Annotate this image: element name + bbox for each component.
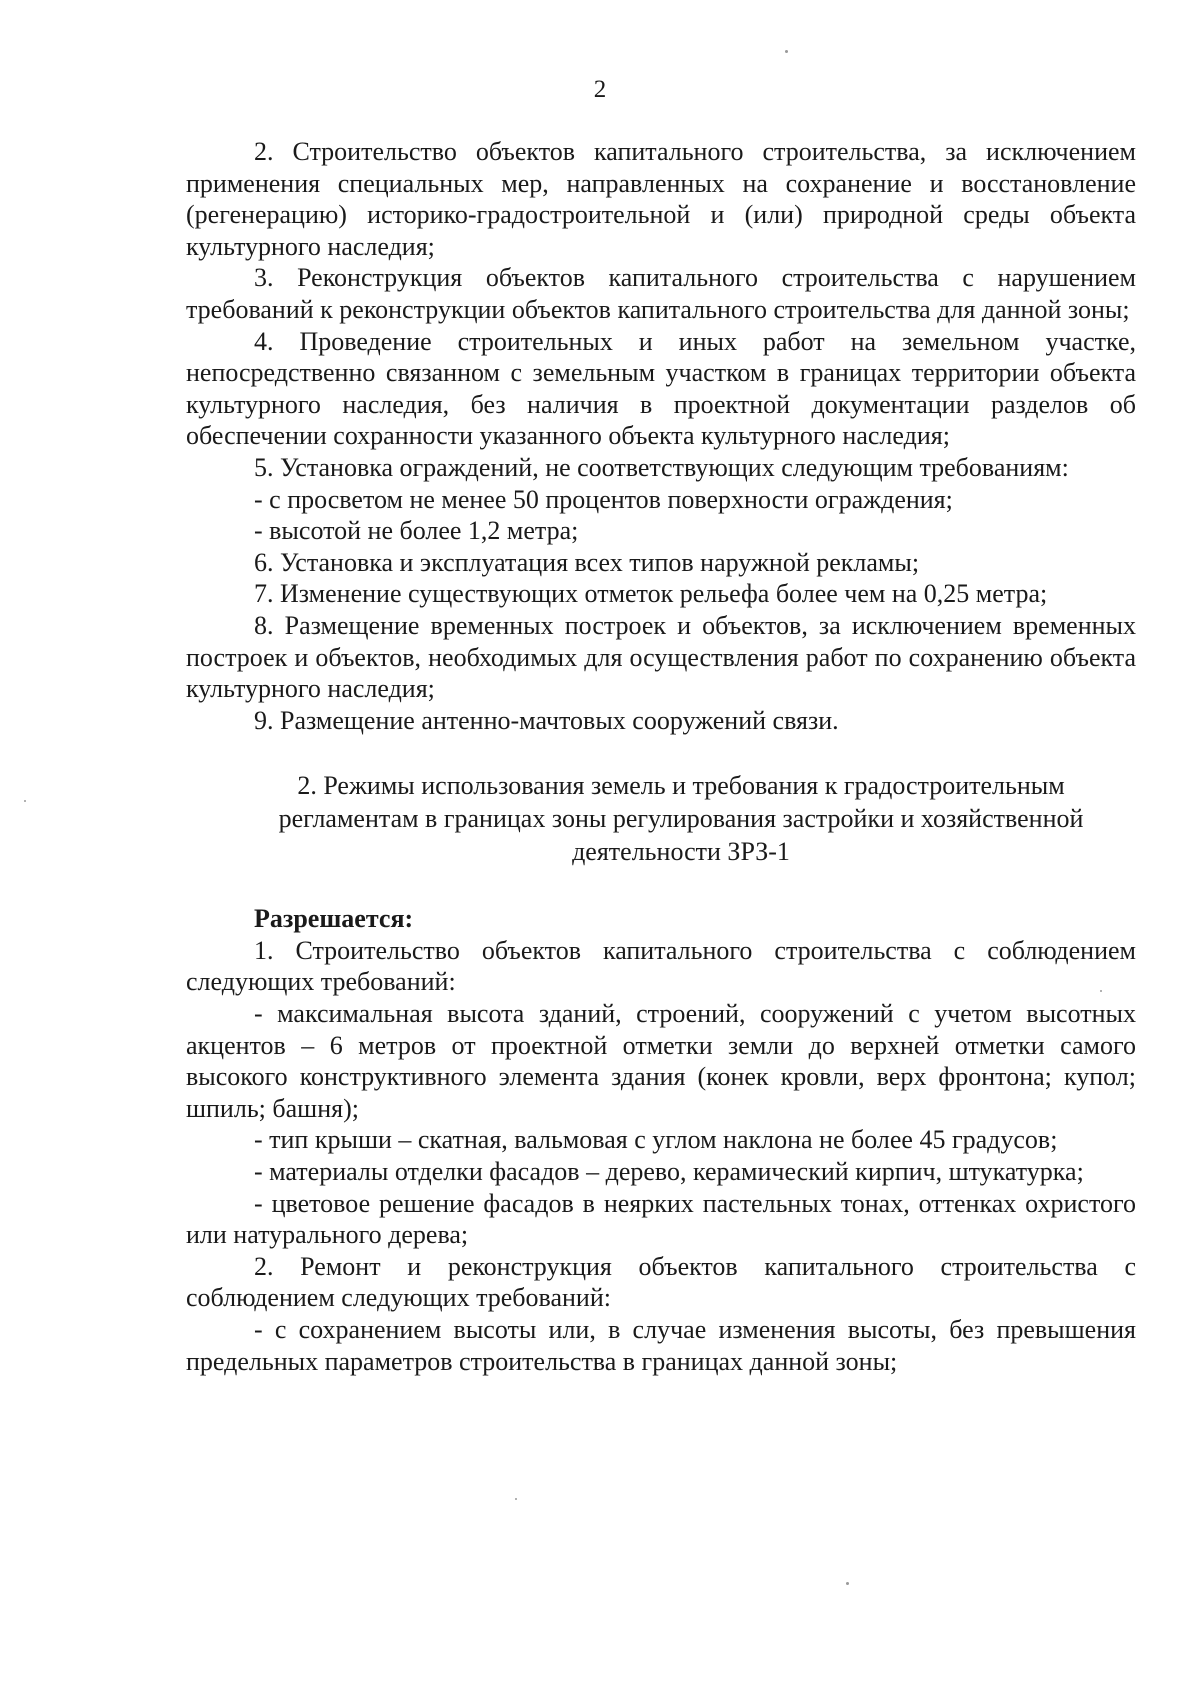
- list-item-facade-colors: - цветовое решение фасадов в неярких пастельных тонах, оттенках охристого или натурального дерева;: [186, 1188, 1136, 1250]
- scan-speck: [1100, 990, 1102, 992]
- paragraph-item-3: 3. Реконструкция объектов капитального строительства с нарушением требований к реконструкции объектов капитального строительства для данной зоны;: [186, 263, 1136, 324]
- list-item-max-height: - максимальная высота зданий, строений, сооружений с учетом высотных акцентов – 6 метров от проектной отметки земли до верхней отметки самого высокого конструктивного элемента здания (конек кровли, верх фронтона; купол; шпиль; башня);: [186, 999, 1136, 1123]
- paragraph-item-4: 4. Проведение строительных и иных работ на земельном участке, непосредственно связанном с земельным участком в границах территории объекта культурного наследия, без наличия в проектной документации разделов об обеспечении сохранности указанного объекта культурного наследия;: [186, 326, 1136, 451]
- list-item-height-preservation: - с сохранением высоты или, в случае изменения высоты, без превышения предельных параметров строительства в границах данной зоны;: [186, 1315, 1136, 1376]
- scan-speck: [515, 1498, 517, 1500]
- paragraph-item-7: 7. Изменение существующих отметок рельефа более чем на 0,25 метра;: [254, 579, 1048, 609]
- allowed-label: Разрешается:: [254, 904, 414, 934]
- section-heading-line-1: 2. Режимы использования земель и требования к градостроительным: [297, 771, 1065, 801]
- list-item-roof-type: - тип крыши – скатная, вальмовая с углом наклона не более 45 градусов;: [254, 1125, 1058, 1155]
- paragraph-item-6: 6. Установка и эксплуатация всех типов наружной рекламы;: [254, 547, 920, 577]
- section-heading: [186, 769, 1136, 868]
- paragraph-item-5: 5. Установка ограждений, не соответствующих следующим требованиям:: [254, 452, 1069, 482]
- paragraph-item-2: 2. Строительство объектов капитального строительства, за исключением применения специальных мер, направленных на сохранение и восстановление (регенерацию) историко-градостроительной и (или) природной среды объекта культурного наследия;: [186, 137, 1136, 261]
- list-item-fence-clearance: - с просветом не менее 50 процентов поверхности ограждения;: [254, 484, 953, 514]
- document-body: [186, 136, 1136, 1377]
- allowed-item-2: 2. Ремонт и реконструкция объектов капитального строительства с соблюдением следующих требований:: [186, 1251, 1136, 1313]
- scan-speck: [846, 1582, 849, 1585]
- list-item-facade-materials: - материалы отделки фасадов – дерево, керамический кирпич, штукатурка;: [254, 1157, 1084, 1187]
- paragraph-item-9: 9. Размещение антенно-мачтовых сооружений связи.: [254, 705, 839, 735]
- section-heading-line-2: регламентам в границах зоны регулирования застройки и хозяйственной: [278, 804, 1084, 834]
- list-item-fence-height: - высотой не более 1,2 метра;: [254, 516, 579, 546]
- scan-speck: [785, 50, 788, 53]
- section-heading-line-3: деятельности ЗРЗ-1: [572, 837, 790, 867]
- page-number: 2: [593, 76, 607, 103]
- paragraph-item-8: 8. Размещение временных построек и объектов, за исключением временных построек и объектов, необходимых для осуществления работ по сохранению объекта культурного наследия;: [186, 610, 1136, 704]
- allowed-item-1: 1. Строительство объектов капитального строительства с соблюдением следующих требований:: [186, 935, 1136, 997]
- scan-speck: [24, 800, 26, 802]
